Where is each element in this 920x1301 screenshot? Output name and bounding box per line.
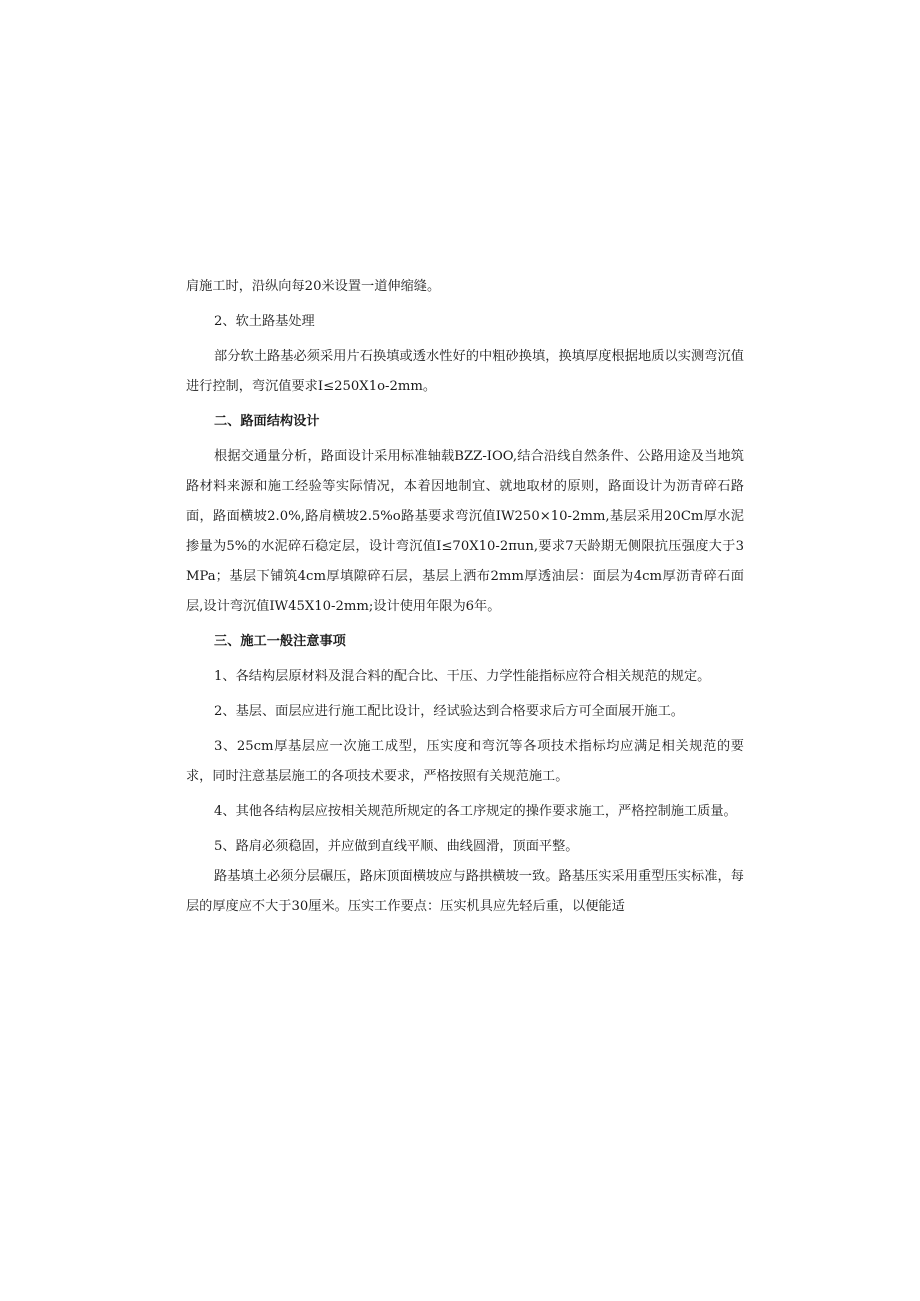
subsection-title-soft-soil: 2、软土路基处理 (214, 314, 315, 329)
document-body (186, 272, 744, 922)
list-item-1: 1、各结构层原材料及混合料的配合比、干压、力学性能指标应符合相关规范的规定。 (214, 669, 711, 684)
list-item-5: 5、路肩必须稳固，并应做到直线平顺、曲线圆滑，顶面平整。 (214, 839, 579, 854)
paragraph-continuation: 肩施工时，沿纵向每20米设置一道伸缩缝。 (186, 279, 441, 294)
paragraph-pavement-design: 根据交通量分析，路面设计采用标准轴载BZZ-IOO,结合沿线自然条件、公路用途及当地筑路材料来源和施工经验等实际情况，本着因地制宜、就地取材的原则，路面设计为沥青碎石路面，路面横坡2.0%,路肩横坡2.5%o路基要求弯沉值IW250×10-2mm,基层采用20Cm厚水泥掺量为5%的水泥碎石稳定层，设计弯沉值I≤70X10-2πun,要求7天龄期无侧限抗压强度大于3MPa；基层下铺筑4cm厚填隙碎石层，基层上洒布2mm厚透油层：面层为4cm厚沥青碎石面层,设计弯沉值IW45X10-2mm;设计使用年限为6年。 (186, 449, 744, 614)
paragraph-compaction: 路基填土必须分层碾压，路床顶面横坡应与路拱横坡一致。路基压实采用重型压实标准，每层的厚度应不大于30厘米。压实工作要点：压实机具应先轻后重，以便能适 (186, 869, 744, 914)
section-heading-construction-notes: 三、施工一般注意事项 (214, 634, 346, 649)
list-item-3: 3、25cm厚基层应一次施工成型，压实度和弯沉等各项技术指标均应满足相关规范的要求，同时注意基层施工的各项技术要求，严格按照有关规范施工。 (186, 739, 744, 784)
paragraph-soft-soil: 部分软土路基必须采用片石换填或透水性好的中粗砂换填，换填厚度根据地质以实测弯沉值进行控制，弯沉值要求I≤250X1o-2mm。 (186, 349, 744, 394)
list-item-4: 4、其他各结构层应按相关规范所规定的各工序规定的操作要求施工，严格控制施工质量。 (214, 804, 737, 819)
list-item-2: 2、基层、面层应进行施工配比设计，经试验达到合格要求后方可全面展开施工。 (214, 704, 684, 719)
section-heading-pavement: 二、路面结构设计 (214, 414, 320, 429)
